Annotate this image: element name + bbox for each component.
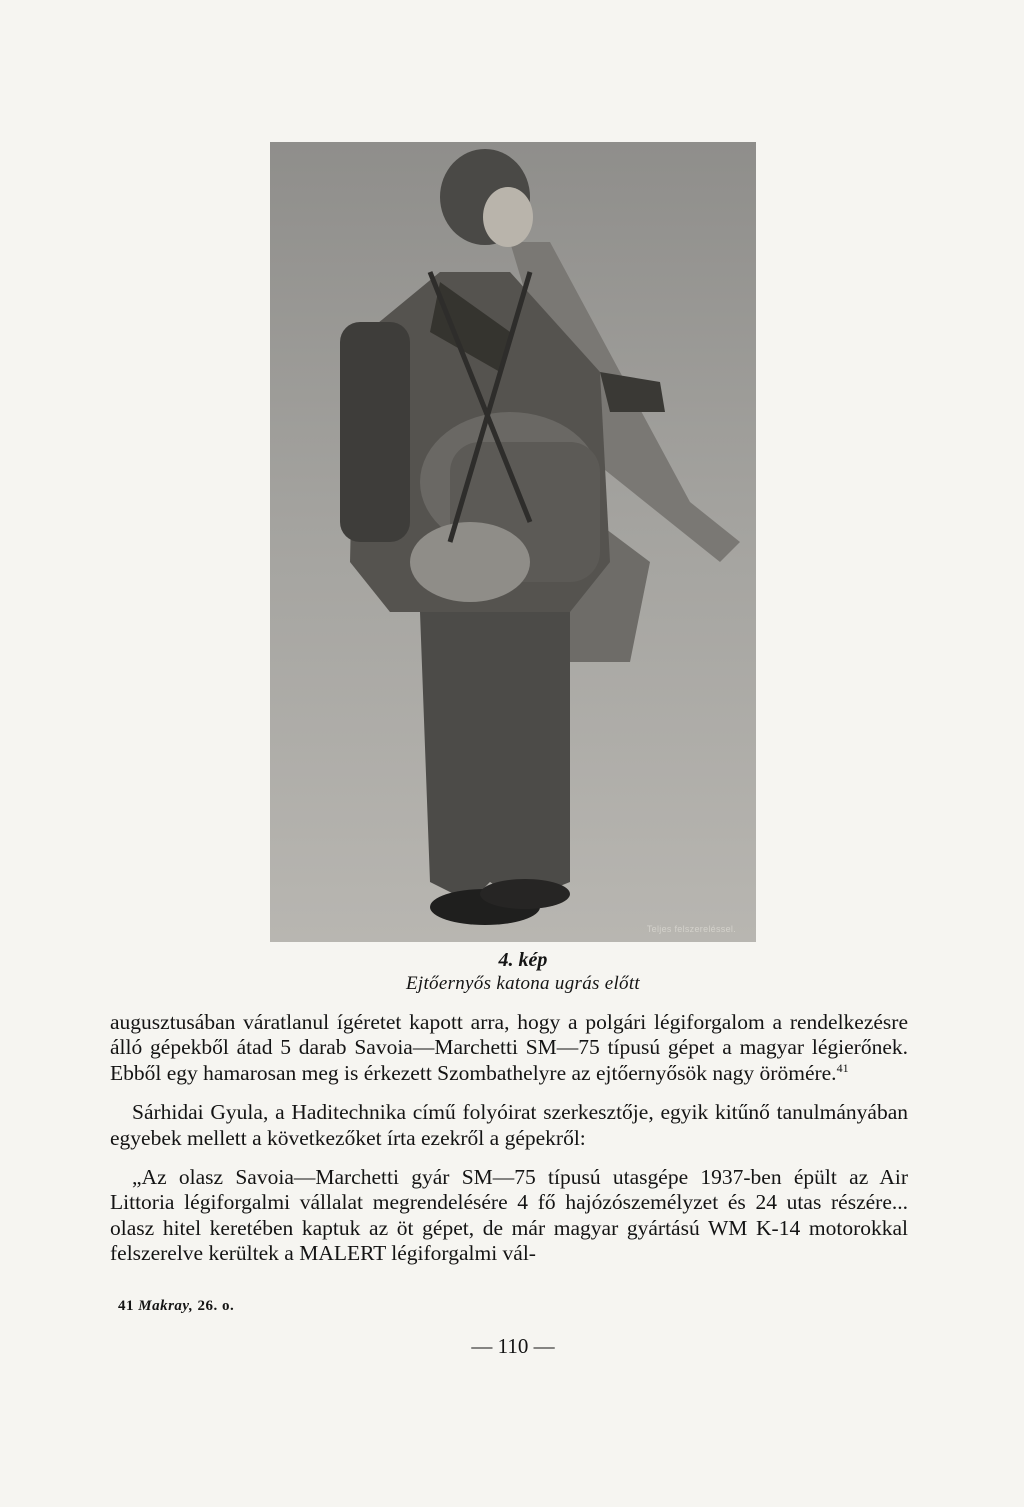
footnote — [118, 1298, 234, 1315]
footnote-number: 41 — [118, 1298, 134, 1314]
figure-caption: Ejtőernyős katona ugrás előtt — [405, 973, 641, 994]
paragraph-3-quote: „Az olasz Savoia—Marchetti gyár SM—75 típusú utasgépe 1937-ben épült az Air Littoria légiforgalmi vállalat megrendelésére 4 fő hajózószemélyzet és 24 utas részére... olasz hitel keretében kaptuk az öt gépet, de már magyar gyártású WM K-14 motorokkal felszerelve kerültek a MALERT légiforgalmi vál- — [110, 1165, 908, 1266]
page-number: — 110 — — [471, 1334, 555, 1358]
paratrooper-photo — [270, 142, 756, 942]
paragraph-1 — [110, 1010, 908, 1086]
photo-stamp-text: Teljes felszereléssel. — [646, 924, 736, 934]
paragraph-1-text: augusztusában váratlanul ígéretet kapott arra, hogy a polgári légiforgalom a rendelkezésre álló gépekből átad 5 darab Savoia—Marchetti SM—75 típusú gépet a magyar légierőnek. Ebből egy hamarosan meg is érkezett Szombathelyre az ejtőernyősök nagy örömére. — [110, 1010, 908, 1085]
paragraph-2: Sárhidai Gyula, a Haditechnika című folyóirat szerkesztője, egyik kitűnő tanulmányában egyebek mellett a következőket írta ezekről a gépekről: — [110, 1100, 908, 1150]
figure-number: 4. kép — [498, 949, 548, 971]
footnote-reference: 41 — [836, 1060, 849, 1075]
footnote-source: Makray, — [138, 1298, 194, 1314]
figure-photo — [270, 142, 756, 942]
footnote-page: 26. o. — [197, 1298, 235, 1314]
body-text — [110, 1010, 908, 1281]
